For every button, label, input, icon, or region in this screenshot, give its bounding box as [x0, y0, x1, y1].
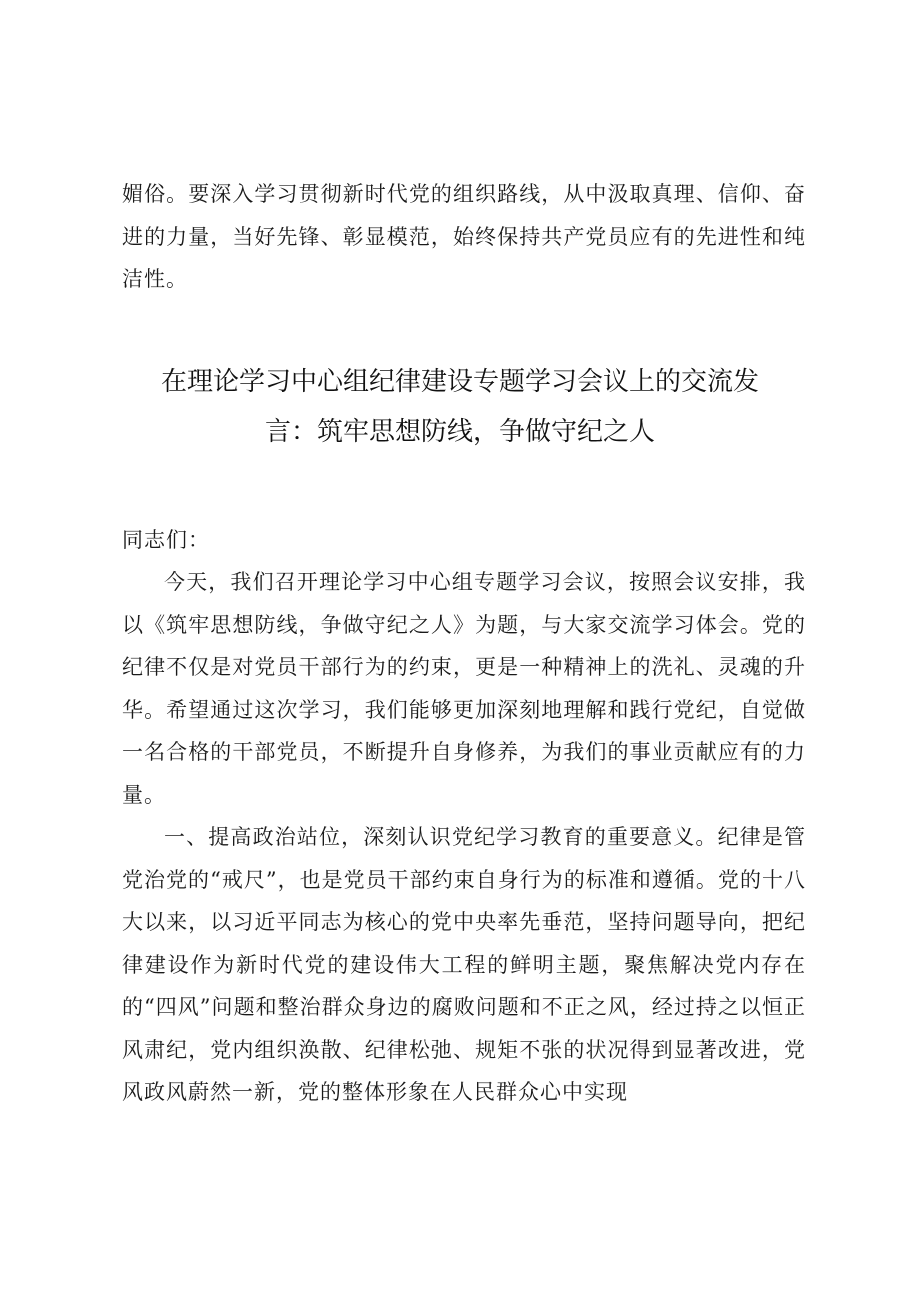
salutation: 同志们：: [122, 528, 210, 552]
title-line-2: 言：筑牢思想防线，争做守纪之人: [264, 417, 655, 447]
continued-paragraph: 媚俗。要深入学习贯彻新时代党的组织路线，从中汲取真理、信仰、奋进的力量，当好先锋、彰显模范，始终保持共产党员应有的先进性和纯洁性。: [122, 182, 806, 291]
paragraph-intro: 今天，我们召开理论学习中心组专题学习会议，按照会议安排，我以《筑牢思想防线，争做守纪之人》为题，与大家交流学习体会。党的纪律不仅是对党员干部行为的约束，更是一种精神上的洗礼、灵魂的升华。希望通过这次学习，我们能够更加深刻地理解和践行党纪，自觉做一名合格的干部党员，不断提升自身修养，为我们的事业贡献应有的力量。: [122, 570, 806, 807]
body-paragraphs: [122, 561, 806, 1114]
paragraph-section-one: 一、提高政治站位，深刻认识党纪学习教育的重要意义。纪律是管党治党的“戒尺”，也是党员干部约束自身行为的标准和遵循。党的十八大以来，以习近平同志为核心的党中央率先垂范，坚持问题导向，把纪律建设作为新时代党的建设伟大工程的鲜明主题，聚焦解决党内存在的“四风”问题和整治群众身边的腐败问题和不正之风，经过持之以恒正风肃纪，党内组织涣散、纪律松弛、规矩不张的状况得到显著改进，党风政风蔚然一新，党的整体形象在人民群众心中实现: [122, 825, 806, 1104]
document-title: [110, 357, 810, 457]
title-line-1: 在理论学习中心组纪律建设专题学习会议上的交流发: [160, 367, 759, 397]
